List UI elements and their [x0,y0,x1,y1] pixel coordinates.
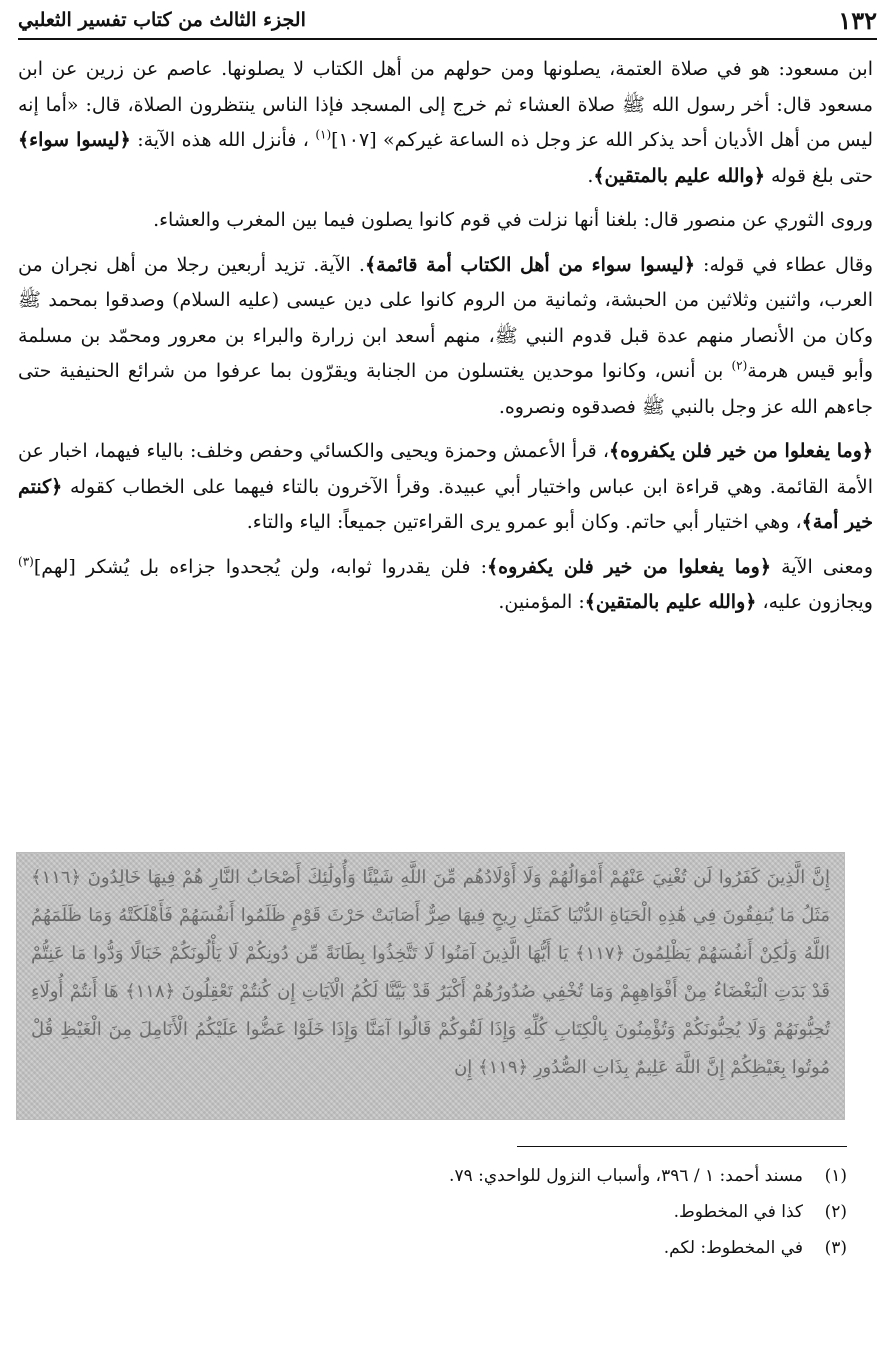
paragraph-2: وروى الثوري عن منصور قال: بلغنا أنها نزلت في قوم كانوا يصلون فيما بين المغرب والعشاء. [153,209,873,231]
footnote-text: مسند أحمد: ١ / ٣٩٦، وأسباب النزول للواحدي: ٧٩. [449,1166,803,1186]
footnote-number: (٣) [824,1238,847,1258]
main-text [18,52,873,630]
quran-verses-box: إِنَّ الَّذِينَ كَفَرُوا لَن تُغْنِيَ عَنْهُمْ أَمْوَالُهُمْ وَلَا أَوْلَادُهُم مِّنَ اللَّهِ شَيْئًا وَأُولَٰئِكَ أَصْحَابُ النَّارِ هُمْ فِيهَا خَالِدُونَ ﴿١١٦﴾ مَثَلُ مَا يُنفِقُونَ فِي هَٰذِهِ الْحَيَاةِ الدُّنْيَا كَمَثَلِ رِيحٍ فِيهَا صِرٌّ أَصَابَتْ حَرْثَ قَوْمٍ ظَلَمُوا أَنفُسَهُمْ فَأَهْلَكَتْهُ وَمَا ظَلَمَهُمُ اللَّهُ وَلَٰكِنْ أَنفُسَهُمْ يَظْلِمُونَ ﴿١١٧﴾ يَا أَيُّهَا الَّذِينَ آمَنُوا لَا تَتَّخِذُوا بِطَانَةً مِّن دُونِكُمْ لَا يَأْلُونَكُمْ خَبَالًا وَدُّوا مَا عَنِتُّمْ قَدْ بَدَتِ الْبَغْضَاءُ مِنْ أَفْوَاهِهِمْ وَمَا تُخْفِي صُدُورُهُمْ أَكْبَرُ قَدْ بَيَّنَّا لَكُمُ الْآيَاتِ إِن كُنتُمْ تَعْقِلُونَ ﴿١١٨﴾ هَا أَنتُمْ أُولَاءِ تُحِبُّونَهُمْ وَلَا يُحِبُّونَكُمْ وَتُؤْمِنُونَ بِالْكِتَابِ كُلِّهِ وَإِذَا لَقُوكُمْ قَالُوا آمَنَّا وَإِذَا خَلَوْا عَضُّوا عَلَيْكُمُ الْأَنَامِلَ مِنَ الْغَيْظِ قُلْ مُوتُوا بِغَيْظِكُمْ إِنَّ اللَّهَ عَلِيمٌ بِذَاتِ الصُّدُورِ ﴿١١٩﴾ إِن [16,852,845,1120]
quran-quote: ﴿وما يفعلوا من خير فلن يكفروه﴾ [609,440,873,462]
paragraph-4 [18,434,873,541]
footnote-text: كذا في المخطوط. [673,1202,803,1222]
footnote-text: في المخطوط: لكم. [663,1238,803,1258]
text-run: : فلن يقدروا ثوابه، ولن يُجحدوا جزاءه بل يُشكر [لهم] [33,555,487,578]
footnote [40,1194,847,1230]
footnotes [40,1158,847,1266]
footnote-number: (١) [824,1166,847,1186]
text-run: ومعنى الآية [771,555,874,578]
quran-quote: ﴿وما يفعلوا من خير فلن يكفروه﴾ [487,555,771,578]
text-run: ، فأنزل الله هذه الآية: [130,129,316,151]
page-header [18,2,877,40]
text-run: : المؤمنين. [498,591,585,613]
quran-quote: ﴿والله عليم بالمتقين﴾ [593,164,765,187]
paragraph-5 [18,550,873,621]
text-run: . [587,164,594,187]
footnote-ref-1: (١) [315,127,332,142]
footnote-number: (٢) [824,1202,847,1222]
paragraph-1 [18,52,873,194]
quran-quote: ﴿ليسوا سواء من أهل الكتاب أمة قائمة﴾ [364,253,695,276]
text-run: ، قرأ الأعمش وحمزة ويحيى والكسائي وحفص وخلف: بالياء فيهما، اخبار عن الأمة القائمة. وهي قراءة ابن عباس واختيار أبي عبيدة. وقرأ الآخرون بالتاء فيهما على الخطاب كقوله [18,440,873,498]
page-number: ١٣٢ [838,5,877,35]
footnote-divider [517,1146,847,1147]
quran-quote: ﴿كنتم خير أمة﴾ [18,475,873,533]
text-run: ابن مسعود: هو في صلاة العتمة، يصلونها ومن حولهم من أهل الكتاب لا يصلونها. عاصم عن زرين عن ابن مسعود قال: أخر رسول الله ﷺ صلاة العشاء ثم خرج إلى المسجد فإذا الناس ينتظرون الصلاة، قال: «أما إنه ليس من أهل الأديان أحد يذكر الله عز وجل ذه الساعة غيركم» [١٠٧] [18,58,873,151]
paragraph-3 [18,248,873,426]
quran-quote: ﴿ليسوا سواء﴾ [18,129,131,151]
footnote [40,1158,847,1194]
text-run: ، وهي اختيار أبي حاتم. وكان أبو عمرو يرى القراءتين جميعاً: الياء والتاء. [246,511,802,533]
text-run: وقال عطاء في قوله: [694,253,873,276]
text-run: . الآية. تزيد أربعين رجلا من أهل نجران من العرب، واثنين وثلاثين من الحبشة، وثمانية من الروم كانوا على دين عيسى (عليه السلام) وصدقوا بمحمد ﷺ وكان من الأنصار منهم عدة قبل قدوم النبي ﷺ، منهم أسعد ابن زرارة والبراء بن معرور ومحمّد بن مسلمة وأبو قيس هرمة [18,253,873,382]
text-run: بن أنس، وكانوا موحدين يغتسلون من الجنابة ويقرّون بما عرفوا من شرائع الحنيفية حتى جاءهم الله عز وجل بالنبي ﷺ فصدقوه ونصروه. [18,360,873,418]
running-title: الجزء الثالث من كتاب تفسير الثعلبي [18,9,306,31]
footnote-ref-2: (٢) [731,358,748,373]
text-run: حتى بلغ قوله [765,164,873,187]
text-run: ويجازون عليه، [756,591,873,613]
footnote [40,1230,847,1266]
footnote-ref-3: (٣) [18,554,34,569]
quran-quote: ﴿والله عليم بالمتقين﴾ [584,591,757,613]
